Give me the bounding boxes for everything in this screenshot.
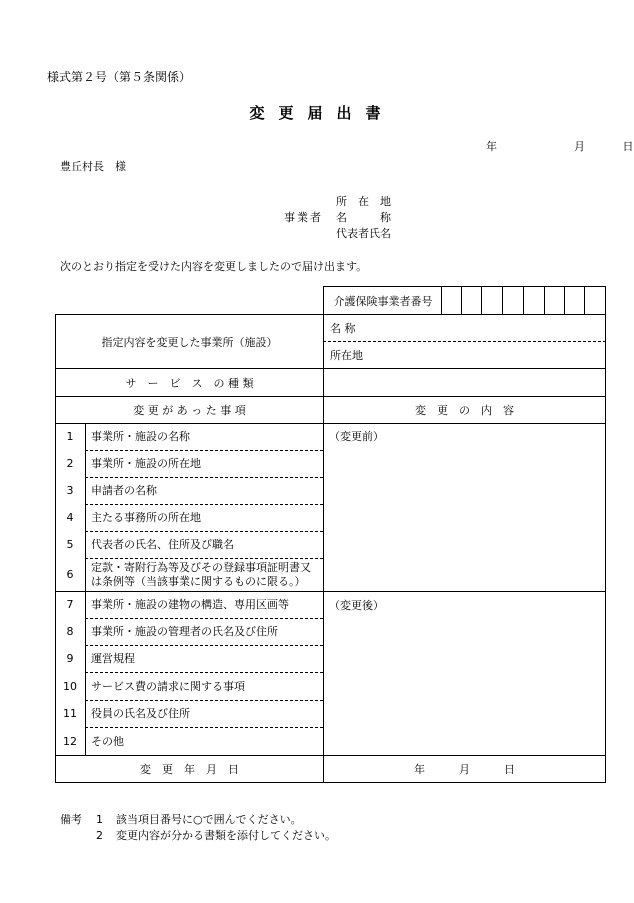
note-number: 2 xyxy=(96,829,103,842)
item-text: 役員の氏名及び住所 xyxy=(91,707,190,720)
change-date-value xyxy=(324,756,605,782)
item-number: 1 xyxy=(66,430,74,443)
item-text: 運営規程 xyxy=(91,652,135,665)
item-number: 9 xyxy=(66,652,74,665)
item-number: 8 xyxy=(66,625,74,638)
note-text: 変更内容が分かる書類を添付してください。 xyxy=(116,829,336,842)
submission-date xyxy=(486,138,634,154)
date-day: 日 xyxy=(622,140,634,153)
item-text: 定款・寄附行為等及びその登録事項証明書又は条例等（当該事業に関するものに限る。） xyxy=(91,561,311,588)
item-number: 3 xyxy=(66,484,74,497)
facility-name-label: 名 称 xyxy=(330,322,356,335)
applicant-name-label: 名 称 xyxy=(336,211,391,224)
facility-address-label: 所在地 xyxy=(330,349,363,362)
intro-text: 次のとおり指定を受けた内容を変更しましたので届け出ます。 xyxy=(60,260,368,273)
item-number: 11 xyxy=(63,707,77,720)
facility-label: 指定内容を変更した事業所（施設） xyxy=(101,335,278,349)
item-text: 事業所・施設の所在地 xyxy=(91,457,201,470)
item-number: 4 xyxy=(66,511,74,524)
form-number: 様式第２号（第５条関係） xyxy=(47,70,192,84)
date-month: 月 xyxy=(574,140,585,153)
applicant-address-label: 所 在 地 xyxy=(336,195,391,208)
change-date-year: 年 xyxy=(414,763,425,776)
applicant-rep-label: 代表者氏名 xyxy=(336,227,391,240)
item-text: 事業所・施設の建物の構造、専用区画等 xyxy=(91,598,289,611)
item-text: 主たる事務所の所在地 xyxy=(91,511,201,524)
addressee: 豊丘村長 様 xyxy=(60,160,126,173)
item-number: 6 xyxy=(66,568,74,581)
item-text: サービス費の請求に関する事項 xyxy=(91,680,245,693)
service-type-label: サ ー ビ ス の 種 類 xyxy=(125,376,254,390)
notes xyxy=(60,812,336,844)
item-number: 5 xyxy=(66,538,74,551)
note-number: 1 xyxy=(96,813,103,826)
date-year: 年 xyxy=(486,140,497,153)
after-label: （変更後） xyxy=(329,599,384,612)
item-number: 12 xyxy=(63,735,77,748)
item-text: 申請者の名称 xyxy=(91,484,157,497)
applicant-group-label: 事業者 xyxy=(284,211,323,224)
change-date-month: 月 xyxy=(459,763,470,776)
insurer-number-label: 介護保険事業者番号 xyxy=(333,294,433,308)
item-number: 2 xyxy=(66,457,74,470)
changed-items-header: 変 更 が あ っ た 事 項 xyxy=(133,404,246,417)
item-text: 事業所・施設の管理者の氏名及び住所 xyxy=(91,625,278,638)
change-date-day: 日 xyxy=(504,763,515,776)
item-text: 代表者の氏名、住所及び職名 xyxy=(91,538,234,551)
change-date-label: 変 更 年 月 日 xyxy=(140,763,239,776)
page-title: 変更届出書 xyxy=(249,104,395,122)
note-text: 該当項目番号に○で囲んでください。 xyxy=(116,813,302,826)
item-number: 7 xyxy=(66,598,74,611)
change-content-header: 変 更 の 内 容 xyxy=(415,404,514,417)
applicant-block xyxy=(284,194,391,242)
before-label: （変更前） xyxy=(329,430,384,443)
item-text: 事業所・施設の名称 xyxy=(91,430,190,443)
notes-heading: 備考 xyxy=(60,813,82,826)
item-text: その他 xyxy=(91,735,124,748)
item-number: 10 xyxy=(63,680,77,693)
